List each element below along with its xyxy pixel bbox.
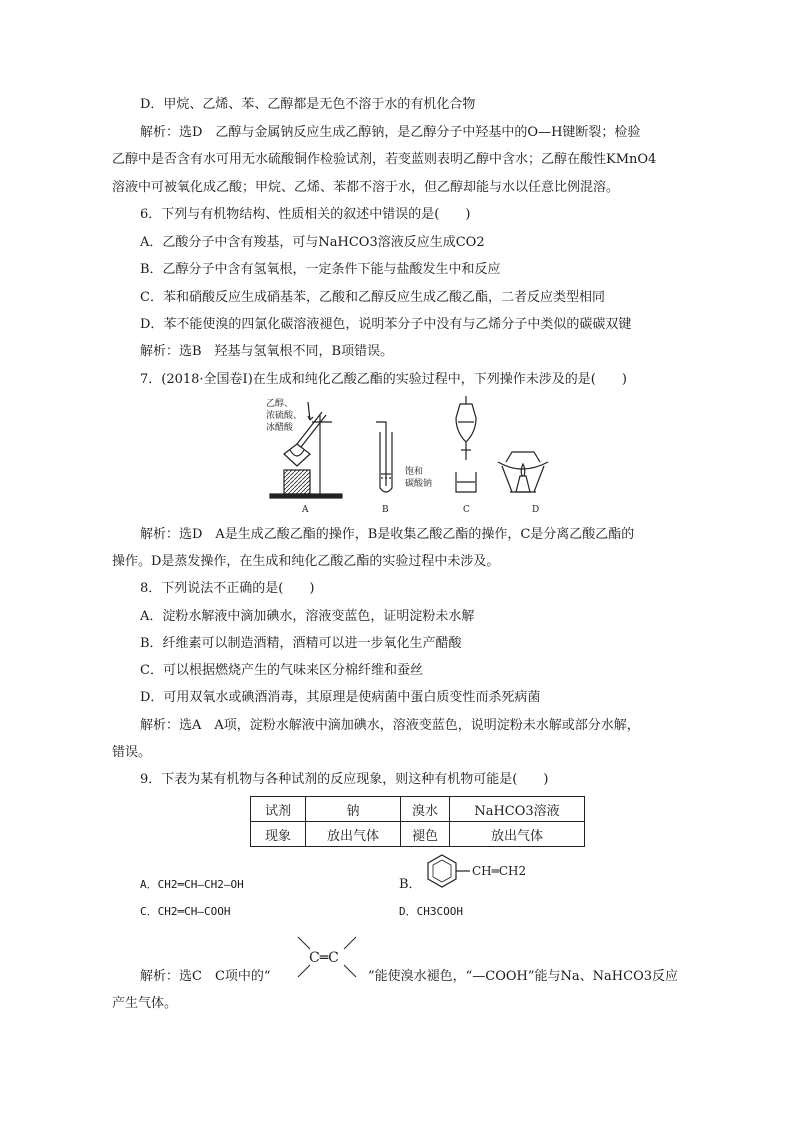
q6-option-b: B．乙醇分子中含有氢氧根，一定条件下能与盐酸发生中和反应: [140, 262, 501, 277]
q8-option-a: A．淀粉水解液中滴加碘水，溶液变蓝色，证明淀粉未水解: [140, 609, 475, 624]
q9-option-d: D．CH3COOH: [399, 905, 463, 918]
apparatus-d: [498, 452, 548, 492]
apparatus-c: [456, 396, 476, 492]
cc-label: C═C: [309, 950, 339, 966]
q7-apparatus-figure: [262, 392, 552, 516]
styrene-structure: [420, 852, 550, 888]
q9-option-b-label: B．: [399, 877, 422, 892]
q9-answer-post: ”能使溴水褪色，“—COOH”能与Na、NaHCO3反应: [368, 969, 679, 984]
table-cell: 试剂: [251, 797, 306, 822]
table-row: [251, 797, 585, 822]
fig-label-b: B: [382, 505, 389, 515]
q9-reaction-table: [250, 796, 585, 847]
fig-label-a: A: [302, 505, 309, 515]
q8-answer-line1: 解析：选A A项，淀粉水解液中滴加碘水，溶液变蓝色，说明淀粉未水解或部分水解，: [140, 718, 640, 733]
apparatus-b: [376, 422, 392, 492]
table-cell: 现象: [251, 822, 306, 847]
table-row: [251, 822, 585, 847]
q6-option-a: A．乙酸分子中含有羧基，可与NaHCO3溶液反应生成CO2: [140, 235, 485, 250]
q9-stem: 9．下表为某有机物与各种试剂的反应现象，则这种有机物可能是( ): [140, 772, 549, 787]
q7-answer-line1: 解析：选D A是生成乙酸乙酯的操作，B是收集乙酸乙酯的操作，C是分离乙酸乙酯的: [140, 527, 635, 542]
q8-option-c: C．可以根据燃烧产生的气味来区分棉纤维和蚕丝: [140, 663, 423, 678]
q7-stem: 7．(2018·全国卷Ⅰ)在生成和纯化乙酸乙酯的实验过程中，下列操作未涉及的是( ): [140, 372, 627, 387]
fig-label-d: D: [532, 505, 540, 515]
table-cell: 放出气体: [306, 822, 401, 847]
q7-answer-line2: 操作。D是蒸发操作，在生成和纯化乙酸乙酯的实验过程中未涉及。: [112, 554, 500, 569]
q8-answer-line2: 错误。: [112, 745, 152, 760]
q6-stem: 6．下列与有机物结构、性质相关的叙述中错误的是( ): [140, 207, 471, 222]
fig-label-sat2: 碳酸钠: [405, 479, 433, 489]
q9-answer-line2: 产生气体。: [112, 996, 178, 1011]
q6-option-c: C．苯和硝酸反应生成硝基苯，乙酸和乙醇反应生成乙酸乙酯，二者反应类型相同: [140, 290, 605, 305]
q9-option-a: A．CH2═CH—CH2—OH: [140, 878, 244, 891]
fig-label-sat1: 饱和: [405, 467, 424, 477]
cc-double-bond-structure: [292, 933, 362, 981]
q8-stem: 8．下列说法不正确的是( ): [140, 581, 315, 596]
table-cell: 放出气体: [450, 822, 585, 847]
styrene-formula: CH═CH2: [472, 864, 527, 878]
q6-answer: 解析：选B 羟基与氢氧根不同，B项错误。: [140, 344, 394, 359]
q8-option-b: B．纤维素可以制造酒精，酒精可以进一步氧化生产醋酸: [140, 636, 462, 651]
q8-option-d: D．可用双氧水或碘酒消毒，其原理是使病菌中蛋白质变性而杀死病菌: [140, 690, 541, 705]
q9-option-c: C．CH2═CH—COOH: [140, 905, 231, 918]
fig-label-reagents1: 乙醇、: [266, 399, 294, 409]
table-cell: NaHCO3溶液: [450, 797, 585, 822]
fig-label-c: C: [463, 505, 470, 515]
fig-label-reagents2: 浓硫酸、: [266, 411, 303, 421]
q5-answer-line3: 溶液中可被氧化成乙酸；甲烷、乙烯、苯都不溶于水，但乙醇却能与水以任意比例混溶。: [112, 180, 620, 195]
q5-answer-line2: 乙醇中是否含有水可用无水硫酸铜作检验试剂，若变蓝则表明乙醇中含水；乙醇在酸性KMnO4: [112, 152, 657, 167]
table-cell: 钠: [306, 797, 401, 822]
table-cell: 褪色: [401, 822, 450, 847]
q5-option-d: D．甲烷、乙烯、苯、乙醇都是无色不溶于水的有机化合物: [140, 97, 476, 112]
q5-answer-line1: 解析：选D 乙醇与金属钠反应生成乙醇钠，是乙醇分子中羟基中的O—H键断裂；检验: [140, 125, 641, 140]
q6-option-d: D．苯不能使溴的四氯化碳溶液褪色，说明苯分子中没有与乙烯分子中类似的碳碳双键: [140, 317, 632, 332]
q9-answer-pre: 解析：选C C项中的“: [140, 969, 271, 984]
table-cell: 溴水: [401, 797, 450, 822]
fig-label-reagents3: 冰醋酸: [266, 423, 294, 433]
